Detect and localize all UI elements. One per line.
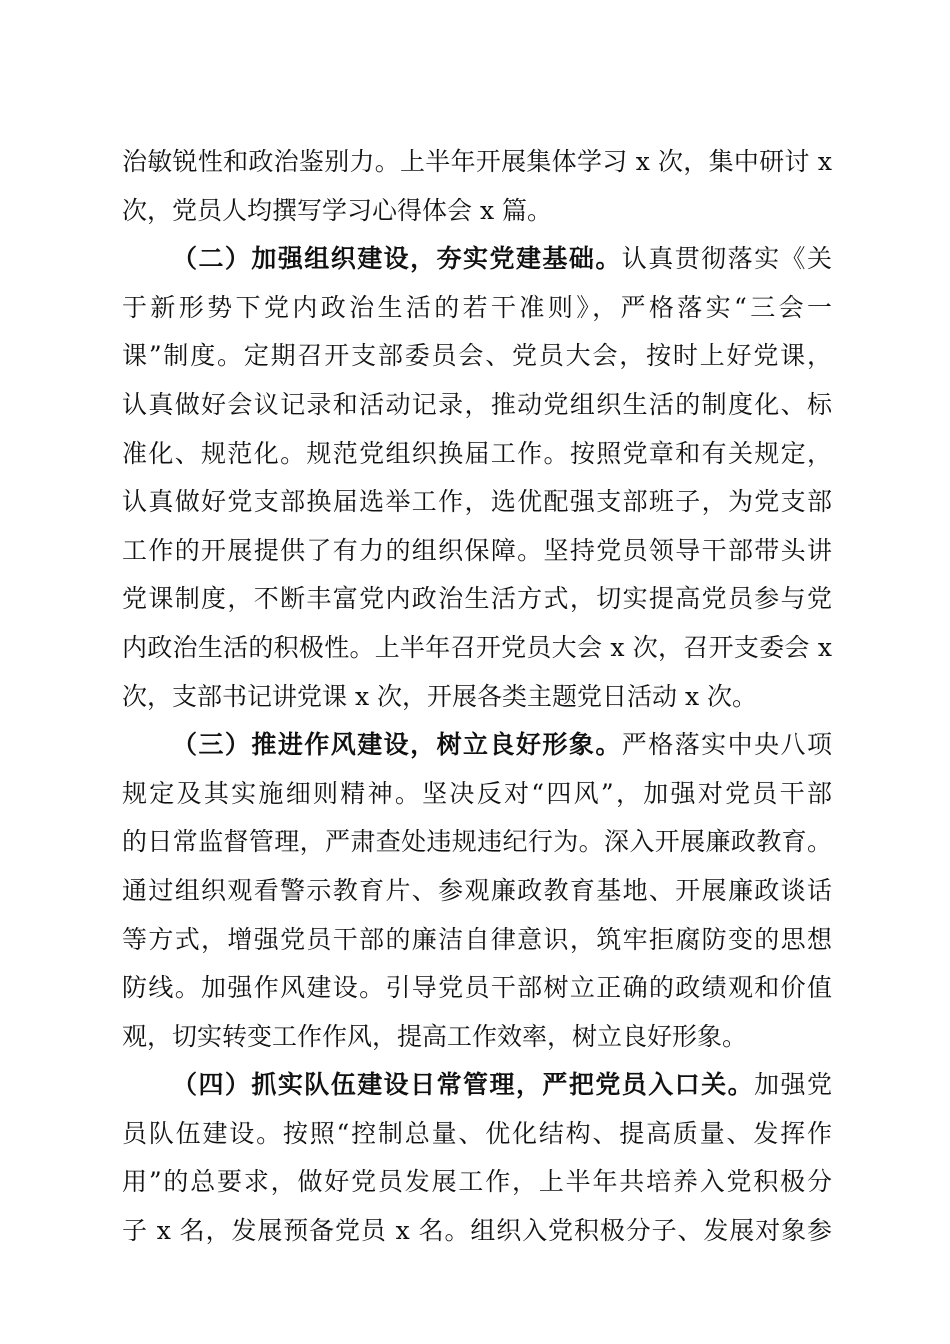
paragraph-line: 治敏锐性和政治鉴别力。上半年开展集体学习 x 次，集中研讨 x [122,147,832,176]
section-heading-line [122,235,832,284]
paragraph-line: 的日常监督管理，严肃查处违规违纪行为。深入开展廉政教育。 [122,827,832,857]
paragraph-text: 认真贯彻落实《关 [621,244,832,274]
paragraph-line: 次，党员人均撰写学习心得体会 x 篇。 [122,195,552,225]
section-heading: （二）加强组织建设，夯实党建基础。 [172,244,622,274]
paragraph-line: 次，支部书记讲党课 x 次，开展各类主题党日活动 x 次。 [122,681,757,711]
paragraph-line: 工作的开展提供了有力的组织保障。坚持党员领导干部带头讲 [122,535,832,565]
paragraph-line: 员队伍建设。按照“控制总量、优化结构、提高质量、发挥作 [122,1118,832,1148]
paragraph-line: 防线。加强作风建设。引导党员干部树立正确的政绩观和价值 [122,973,832,1003]
paragraph-line: 准化、规范化。规范党组织换届工作。按照党章和有关规定， [122,438,832,468]
paragraph-line: 规定及其实施细则精神。坚决反对“四风”，加强对党员干部 [122,778,832,808]
paragraph-text: 加强党 [754,1070,832,1100]
paragraph-line: 认真做好会议记录和活动记录，推动党组织生活的制度化、标 [122,389,832,419]
paragraph-line: 观，切实转变工作作风，提高工作效率，树立良好形象。 [122,1021,748,1051]
section-heading: （四）抓实队伍建设日常管理，严把党员入口关。 [172,1070,755,1100]
paragraph-line: 等方式，增强党员干部的廉洁自律意识，筑牢拒腐防变的思想 [122,924,832,954]
paragraph-line: 子 x 名，发展预备党员 x 名。组织入党积极分子、发展对象参 [122,1216,832,1246]
paragraph-line: 认真做好党支部换届选举工作，选优配强支部班子，为党支部 [122,487,832,517]
section-heading: （三）推进作风建设，树立良好形象。 [172,730,622,760]
section-heading-line [122,721,832,770]
paragraph-line: 党课制度，不断丰富党内政治生活方式，切实提高党员参与党 [122,584,832,614]
section-heading-line [122,1061,832,1110]
paragraph-line: 通过组织观看警示教育片、参观廉政教育基地、开展廉政谈话 [122,875,832,905]
document-body [122,138,832,1256]
paragraph-line: 课”制度。定期召开支部委员会、党员大会，按时上好党课， [122,341,832,371]
paragraph-line: 内政治生活的积极性。上半年召开党员大会 x 次，召开支委会 x [122,632,832,662]
paragraph-text: 严格落实中央八项 [621,730,832,760]
paragraph-line: 用”的总要求，做好党员发展工作，上半年共培养入党积极分 [122,1167,832,1197]
paragraph-line: 于新形势下党内政治生活的若干准则》，严格落实“三会一 [122,292,832,322]
